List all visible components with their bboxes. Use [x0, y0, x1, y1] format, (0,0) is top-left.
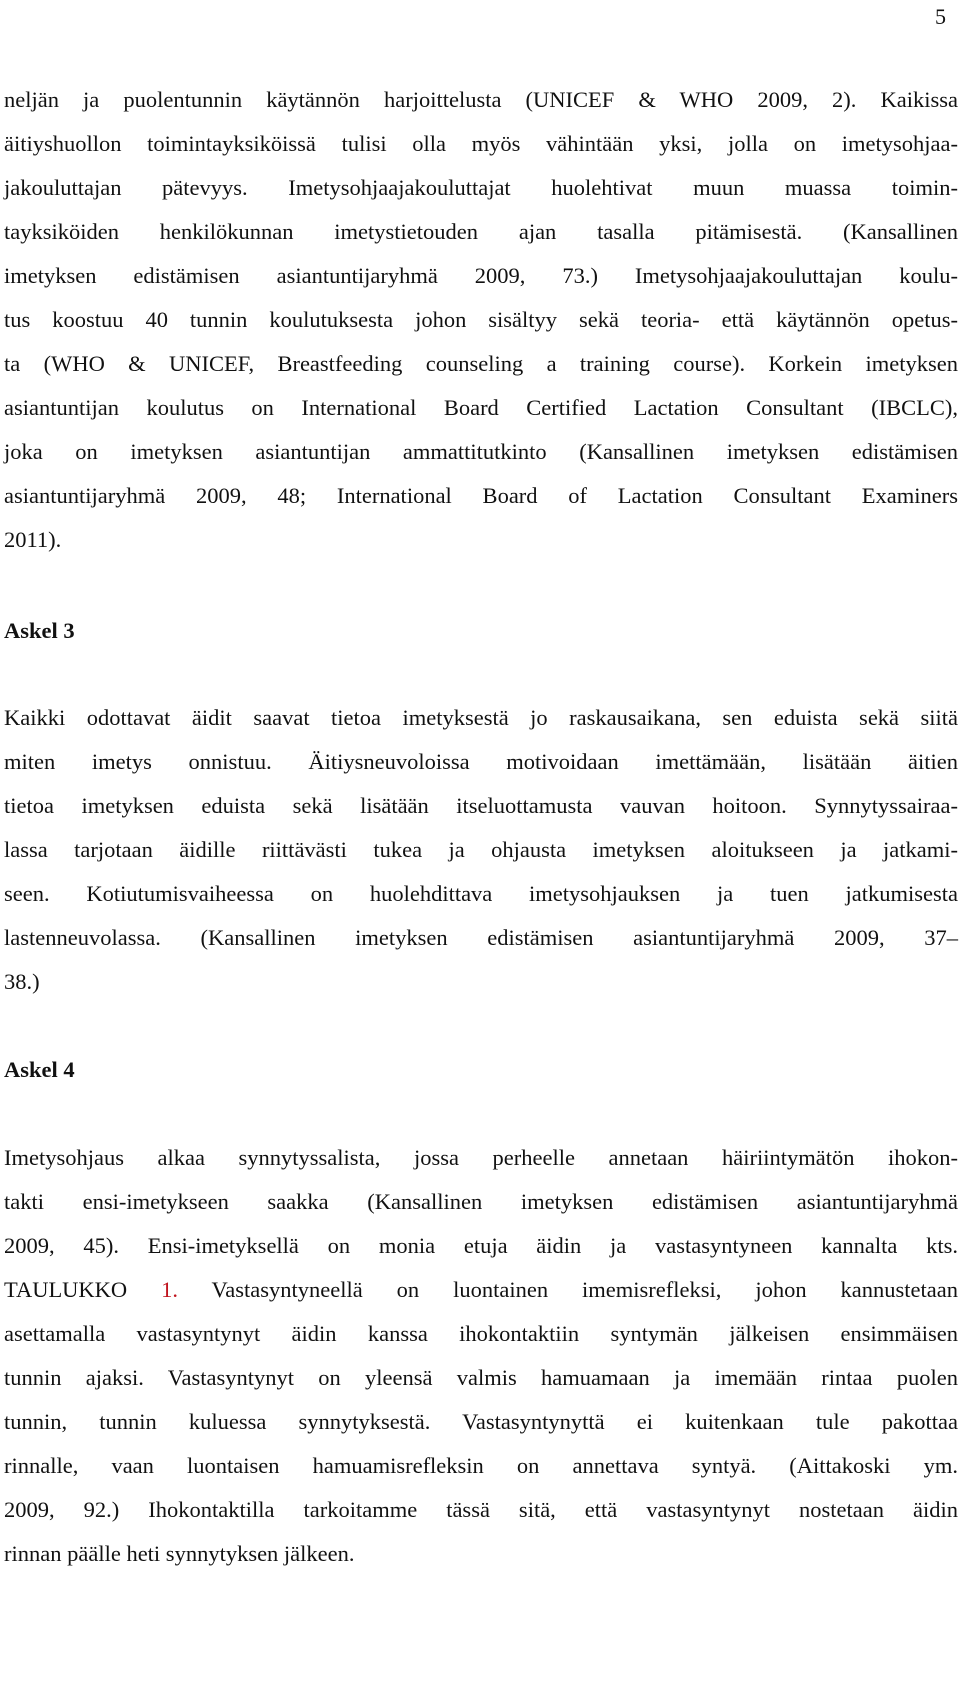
text-line: tunnin ajaksi. Vastasyntynyt on yleensä valmis hamuamaan ja imemään rintaa puolen: [4, 1365, 958, 1390]
text-line: 2009, 92.) Ihokontaktilla tarkoitamme tässä sitä, että vastasyntynyt nostetaan äidin: [4, 1497, 958, 1522]
text-line: joka on imetyksen asiantuntijan ammattitutkinto (Kansallinen imetyksen edistämisen: [4, 439, 958, 464]
text-line: imetyksen edistämisen asiantuntijaryhmä 2009, 73.) Imetysohjaajakouluttajan koulu-: [4, 263, 958, 288]
text-line: miten imetys onnistuu. Äitiysneuvoloissa motivoidaan imettämään, lisätään äitien: [4, 749, 958, 774]
text-line: tunnin, tunnin kuluessa synnytyksestä. Vastasyntynyttä ei kuitenkaan tule pakottaa: [4, 1409, 958, 1434]
section-heading-askel-3: Askel 3: [4, 618, 75, 643]
section-heading-askel-4: Askel 4: [4, 1057, 75, 1082]
text-line: 2009, 45). Ensi-imetyksellä on monia etuja äidin ja vastasyntyneen kannalta kts.: [4, 1233, 958, 1258]
text-line: tietoa imetyksen eduista sekä lisätään itseluottamusta vauvan hoitoon. Synnytyssairaa-: [4, 793, 958, 818]
table-reference-number[interactable]: 1.: [161, 1277, 178, 1302]
text-line: asiantuntijan koulutus on International Board Certified Lactation Consultant (IBCLC),: [4, 395, 958, 420]
text-line: tus koostuu 40 tunnin koulutuksesta johon sisältyy sekä teoria- että käytännön opetus-: [4, 307, 958, 332]
table-reference-label: TAULUKKO: [4, 1277, 162, 1302]
text-line: asiantuntijaryhmä 2009, 48; International Board of Lactation Consultant Examiners: [4, 483, 958, 508]
text-line: takti ensi-imetykseen saakka (Kansallinen imetyksen edistämisen asiantuntijaryhmä: [4, 1189, 958, 1214]
text-line: seen. Kotiutumisvaiheessa on huolehdittava imetysohjauksen ja tuen jatkumisesta: [4, 881, 958, 906]
text-line: äitiyshuollon toimintayksiköissä tulisi olla myös vähintään yksi, jolla on imetysohjaa-: [4, 131, 958, 156]
text-line: jakouluttajan pätevyys. Imetysohjaajakouluttajat huolehtivat muun muassa toimin-: [4, 175, 958, 200]
text-line: 2011).: [4, 527, 62, 552]
text-segment: Vastasyntyneellä on luontainen imemisrefleksi, johon kannustetaan: [178, 1277, 958, 1302]
text-line: rinnalle, vaan luontaisen hamuamisrefleksin on annettava syntyä. (Aittakoski ym.: [4, 1453, 958, 1478]
text-line: Kaikki odottavat äidit saavat tietoa imetyksestä jo raskausaikana, sen eduista sekä siitä: [4, 705, 958, 730]
text-line: tayksiköiden henkilökunnan imetystietouden ajan tasalla pitämisestä. (Kansallinen: [4, 219, 958, 244]
paragraph-3: [4, 1136, 958, 1576]
text-line: lassa tarjotaan äidille riittävästi tukea ja ohjausta imetyksen aloitukseen ja jatkami-: [4, 837, 958, 862]
text-line: rinnan päälle heti synnytyksen jälkeen.: [4, 1541, 355, 1566]
text-line: lastenneuvolassa. (Kansallinen imetyksen edistämisen asiantuntijaryhmä 2009, 37–: [4, 925, 958, 950]
text-line: ta (WHO & UNICEF, Breastfeeding counseling a training course). Korkein imetyksen: [4, 351, 958, 376]
text-line: 38.): [4, 969, 40, 994]
paragraph-1: [4, 78, 958, 562]
paragraph-2: [4, 696, 958, 1004]
text-line: neljän ja puolentunnin käytännön harjoittelusta (UNICEF & WHO 2009, 2). Kaikissa: [4, 87, 958, 112]
page-number: 5: [935, 4, 946, 29]
text-line-with-reference: [4, 1268, 958, 1312]
text-line: Imetysohjaus alkaa synnytyssalista, jossa perheelle annetaan häiriintymätön ihokon-: [4, 1145, 958, 1170]
text-line: asettamalla vastasyntynyt äidin kanssa ihokontaktiin syntymän jälkeisen ensimmäisen: [4, 1321, 958, 1346]
